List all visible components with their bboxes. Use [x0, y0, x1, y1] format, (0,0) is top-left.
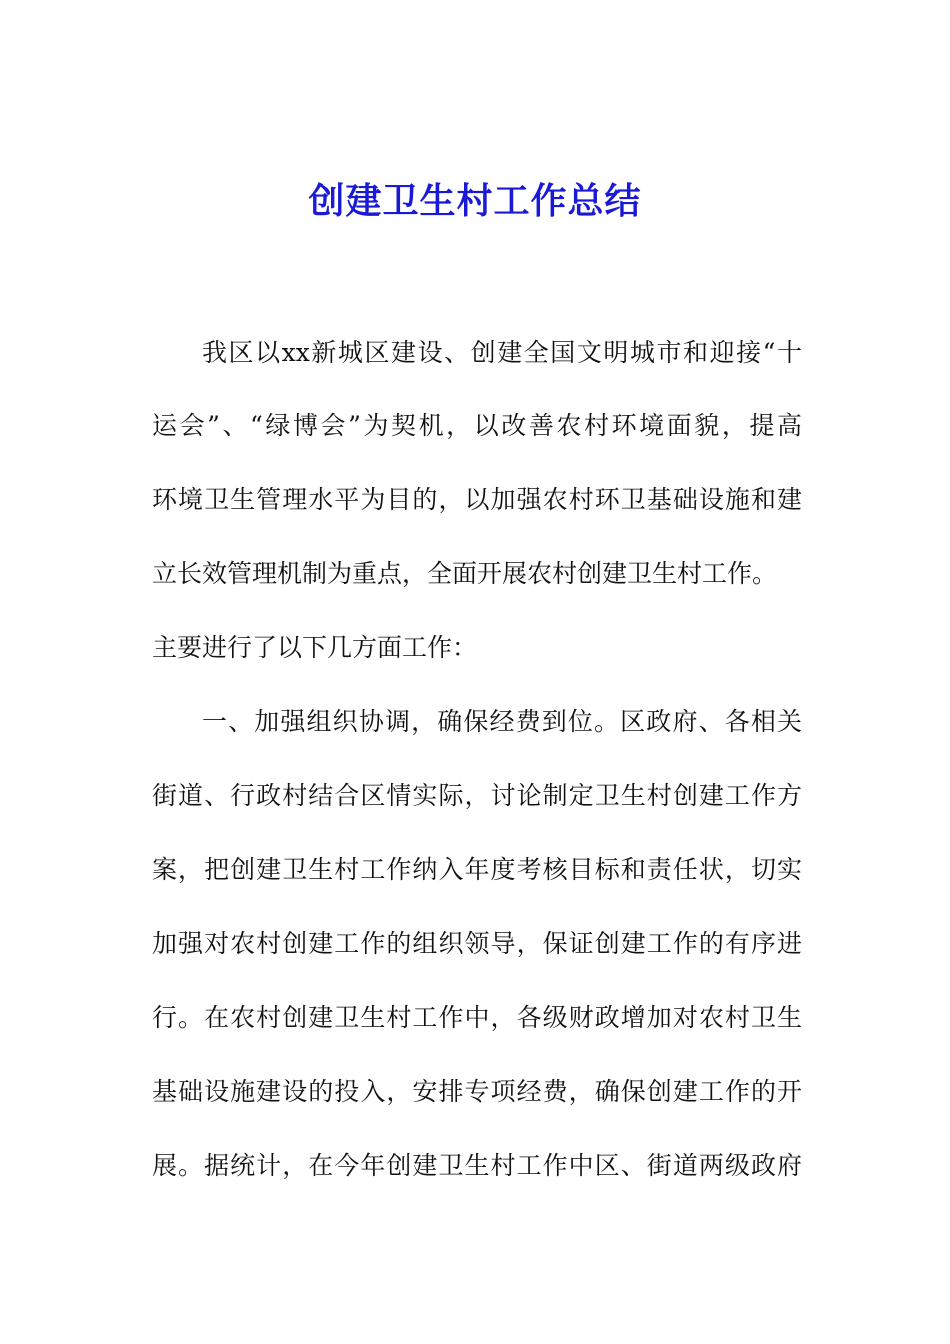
- paragraph-line: 展。据统计，在今年创建卫生村工作中区、街道两级政府: [152, 1151, 802, 1180]
- document-title: 创建卫生村工作总结: [308, 181, 642, 222]
- paragraph-line: 街道、行政村结合区情实际，讨论制定卫生村创建工作方: [152, 781, 802, 810]
- paragraph-line: 案，把创建卫生村工作纳入年度考核目标和责任状，切实: [152, 855, 802, 884]
- paragraph-line: 基础设施建设的投入，安排专项经费，确保创建工作的开: [152, 1077, 802, 1106]
- paragraph-line: 我区以xx新城区建设、创建全国文明城市和迎接“十: [202, 338, 802, 367]
- paragraph-line: 行。在农村创建卫生村工作中，各级财政增加对农村卫生: [152, 1003, 802, 1032]
- paragraph-line: 环境卫生管理水平为目的，以加强农村环卫基础设施和建: [152, 485, 802, 514]
- paragraph-line: 立长效管理机制为重点，全面开展农村创建卫生村工作。: [152, 559, 778, 588]
- paragraph-line: 加强对农村创建工作的组织领导，保证创建工作的有序进: [152, 929, 802, 958]
- paragraph-line: 运会”、“绿博会”为契机，以改善农村环境面貌，提高: [152, 411, 802, 440]
- paragraph-line: 一、加强组织协调，确保经费到位。区政府、各相关: [202, 707, 802, 736]
- paragraph-line: 主要进行了以下几方面工作：: [152, 633, 478, 662]
